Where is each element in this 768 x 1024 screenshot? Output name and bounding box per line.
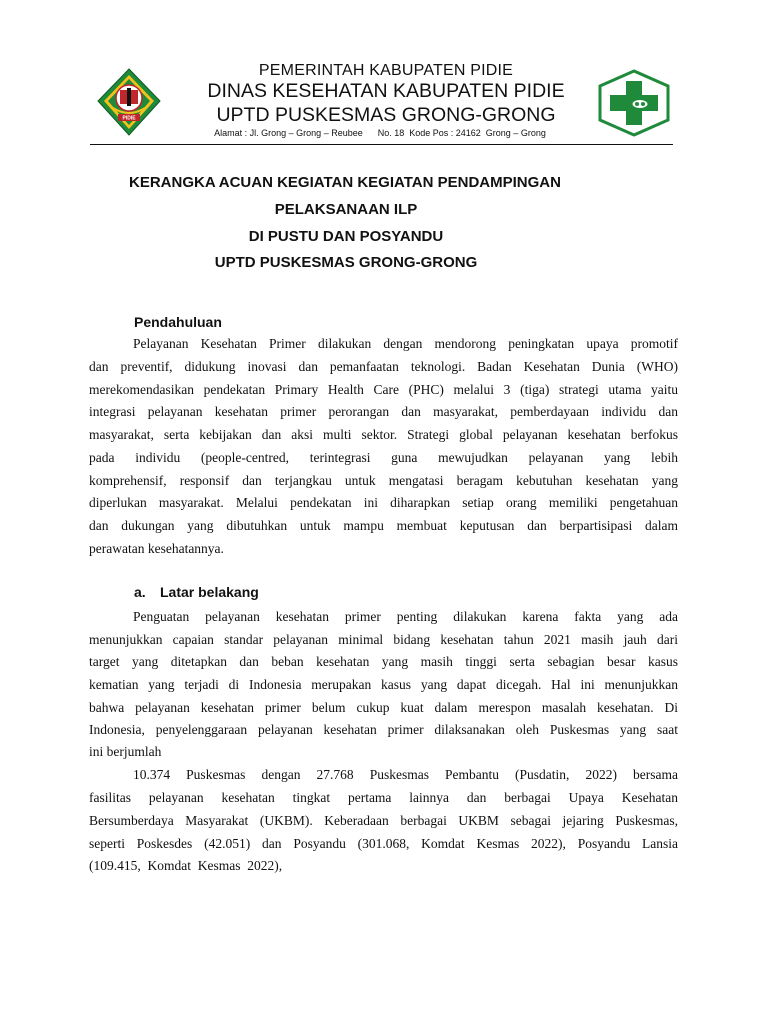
paragraph-line: dan dukungan yang dibutuhkan untuk mampu membuat keputusan dan berpartisipasi dalam	[89, 518, 678, 533]
paragraph-line: pada individu (people-centred, terintegrasi guna mewujudkan pelayanan yang lebih	[89, 450, 678, 465]
paragraph-line: (109.415, Komdat Kesmas 2022),	[89, 858, 283, 873]
section-marker: a.	[134, 584, 146, 600]
paragraph-line: kematian yang terjadi di Indonesia merupakan kasus yang dapat dicegah. Hal ini menunjukkan	[89, 677, 678, 692]
paragraph-line: Bersumberdaya Masyarakat (UKBM). Keberadaan berbagai UKBM sebagai jejaring Puskesmas,	[89, 813, 678, 828]
document-title-line-4: UPTD PUSKESMAS GRONG-GRONG	[214, 254, 478, 271]
paragraph-line: masyarakat, serta kebijakan dan aksi multi sektor. Strategi global pelayanan kesehatan berfokus	[89, 427, 678, 442]
paragraph-line: merekomendasikan pendekatan Primary Health Care (PHC) melalui 3 (tiga) strategi utama yaitu	[89, 382, 678, 397]
section-heading-pendahuluan: Pendahuluan	[134, 314, 222, 330]
document-title-line-3: DI PUSTU DAN POSYANDU	[248, 228, 444, 245]
paragraph-line: dan preventif, didukung inovasi dan pemanfaatan teknologi. Badan Kesehatan Dunia (WHO)	[89, 359, 678, 374]
paragraph-line: Pelayanan Kesehatan Primer dilakukan dengan mendorong peningkatan upaya promotif	[133, 336, 678, 351]
paragraph-line: Indonesia, penyelenggaraan pelayanan kesehatan primer dilaksanakan oleh Puskesmas yang saat	[89, 722, 678, 737]
letterhead-address: Alamat : Jl. Grong – Grong – Reubee No. 18 Kode Pos : 24162 Grong – Grong	[214, 128, 546, 138]
document-title-line-1: KERANGKA ACUAN KEGIATAN KEGIATAN PENDAMPINGAN	[129, 174, 561, 191]
document-title-line-2: PELAKSANAAN ILP	[274, 201, 418, 218]
emblem-text: PIDIE	[122, 115, 136, 122]
letterhead-unit: UPTD PUSKESMAS GRONG-GRONG	[216, 104, 556, 126]
paragraph-line: integrasi pelayanan kesehatan primer perorangan dan masyarakat, pemberdayaan individu dan	[89, 404, 678, 419]
letterhead-government: PEMERINTAH KABUPATEN PIDIE	[258, 62, 514, 79]
paragraph-line: ini berjumlah	[89, 744, 162, 759]
paragraph-line: menunjukkan capaian standar pelayanan minimal bidang kesehatan tahun 2021 masih jauh dari	[89, 632, 678, 647]
paragraph-line: 10.374 Puskesmas dengan 27.768 Puskesmas Pembantu (Pusdatin, 2022) bersama	[133, 767, 678, 782]
paragraph-line: target yang ditetapkan dan beban kesehatan yang masih tinggi serta sebagian besar kasus	[89, 654, 678, 669]
paragraph-line: Penguatan pelayanan kesehatan primer penting dilakukan karena fakta yang ada	[133, 609, 678, 624]
paragraph-line: bahwa pelayanan kesehatan primer belum cukup kuat dalam merespon masalah kesehatan. Di	[89, 700, 678, 715]
letterhead-divider	[90, 144, 673, 145]
letterhead-department: DINAS KESEHATAN KABUPATEN PIDIE	[207, 80, 565, 102]
paragraph-line: perawatan kesehatannya.	[89, 541, 224, 556]
paragraph-line: diperlukan masyarakat. Melalui pendekatan ini diharapkan setiap orang memiliki pengetahuan	[89, 495, 678, 510]
kabupaten-pidie-emblem	[96, 68, 162, 136]
section-heading-latar-belakang: Latar belakang	[160, 584, 259, 600]
puskesmas-logo-icon	[598, 69, 670, 137]
paragraph-line: seperti Poskesdes (42.051) dan Posyandu (301.068, Komdat Kesmas 2022), Posyandu Lansia	[89, 836, 678, 851]
paragraph-line: fasilitas pelayanan kesehatan tingkat pertama lainnya dan berbagai Upaya Kesehatan	[89, 790, 678, 805]
paragraph-line: komprehensif, responsif dan terjangkau untuk mengatasi beragam kebutuhan kesehatan yang	[89, 473, 678, 488]
